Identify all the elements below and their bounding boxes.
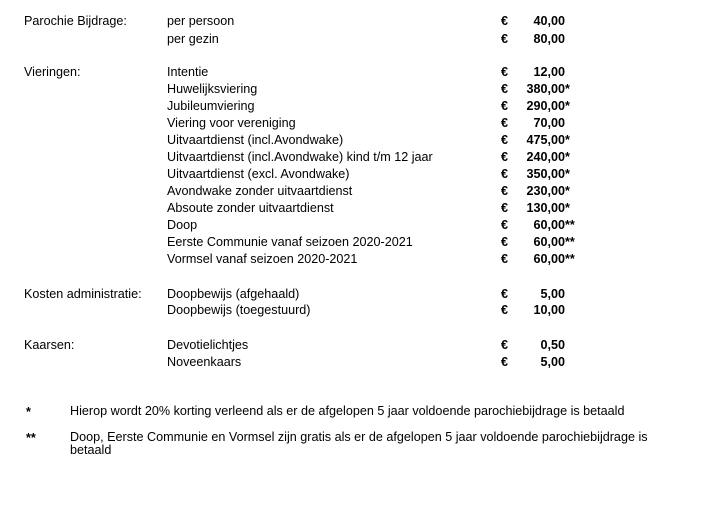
price [513,65,577,80]
footnote-marker: * [565,82,570,96]
price-amount: 350,00 [526,167,565,181]
price [513,303,577,318]
footnote-marker: * [565,99,570,113]
currency-symbol: € [501,184,509,198]
price [513,218,577,233]
price [513,252,577,267]
price [513,14,577,29]
price-amount: 12,00 [533,65,565,79]
price-amount: 240,00 [526,150,565,164]
currency-symbol: € [501,99,509,113]
currency-symbol: € [501,355,509,369]
price-amount: 230,00 [526,184,565,198]
category-label: Kaarsen: [24,338,75,352]
price [513,32,577,47]
price [513,235,577,250]
item-label: Intentie [167,65,209,79]
footnote-text: Hierop wordt 20% korting verleend als er de afgelopen 5 jaar voldoende parochiebijdrage is betaald [70,404,625,418]
price [513,201,577,216]
currency-symbol: € [501,252,509,266]
item-label: per persoon [167,14,235,28]
price-amount: 290,00 [526,99,565,113]
footnote-text: Doop, Eerste Communie en Vormsel zijn gratis als er de afgelopen 5 jaar voldoende parochiebijdrage is betaald [70,430,648,457]
price [513,167,577,182]
item-label: Eerste Communie vanaf seizoen 2020-2021 [167,235,413,249]
item-label: Uitvaartdienst (incl.Avondwake) kind t/m 12 jaar [167,150,433,164]
footnote-marker: ** [565,218,575,232]
price-amount: 70,00 [533,116,565,130]
footnote-marker: ** [26,431,36,445]
price [513,133,577,148]
item-label: per gezin [167,32,219,46]
currency-symbol: € [501,65,509,79]
currency-symbol: € [501,338,509,352]
currency-symbol: € [501,218,509,232]
category-label: Parochie Bijdrage: [24,14,127,28]
item-label: Devotielichtjes [167,338,249,352]
item-label: Noveenkaars [167,355,242,369]
currency-symbol: € [501,303,509,317]
price-amount: 475,00 [526,133,565,147]
category-label: Kosten administratie: [24,287,142,301]
currency-symbol: € [501,167,509,181]
item-label: Viering voor vereniging [167,116,296,130]
item-label: Doop [167,218,198,232]
currency-symbol: € [501,32,509,46]
price-amount: 60,00 [533,252,565,266]
footnote-marker: * [565,167,570,181]
price [513,82,577,97]
item-label: Jubileumviering [167,99,255,113]
currency-symbol: € [501,201,509,215]
price-amount: 80,00 [533,32,565,46]
currency-symbol: € [501,116,509,130]
footnote-marker: * [26,405,31,419]
price-amount: 380,00 [526,82,565,96]
price [513,99,577,114]
footnote-marker: * [565,184,570,198]
price-amount: 5,00 [540,287,565,301]
currency-symbol: € [501,150,509,164]
price [513,184,577,199]
item-label: Doopbewijs (afgehaald) [167,287,300,301]
footnote-marker: ** [565,235,575,249]
item-label: Doopbewijs (toegestuurd) [167,303,311,317]
footnote-marker: * [565,150,570,164]
price [513,116,577,131]
currency-symbol: € [501,14,509,28]
price-amount: 60,00 [533,218,565,232]
currency-symbol: € [501,133,509,147]
item-label: Uitvaartdienst (excl. Avondwake) [167,167,350,181]
price-amount: 130,00 [526,201,565,215]
price [513,338,577,353]
item-label: Uitvaartdienst (incl.Avondwake) [167,133,344,147]
price-amount: 5,00 [540,355,565,369]
price [513,150,577,165]
price [513,287,577,302]
footnote-marker: * [565,133,570,147]
category-label: Vieringen: [24,65,81,79]
currency-symbol: € [501,287,509,301]
footnote-marker: * [565,201,570,215]
price-amount: 40,00 [533,14,565,28]
footnote-marker: ** [565,252,575,266]
price-amount: 0,50 [540,338,565,352]
currency-symbol: € [501,82,509,96]
item-label: Huwelijksviering [167,82,258,96]
item-label: Vormsel vanaf seizoen 2020-2021 [167,252,358,266]
price-amount: 60,00 [533,235,565,249]
price [513,355,577,370]
currency-symbol: € [501,235,509,249]
item-label: Avondwake zonder uitvaartdienst [167,184,353,198]
item-label: Absoute zonder uitvaartdienst [167,201,334,215]
price-amount: 10,00 [533,303,565,317]
